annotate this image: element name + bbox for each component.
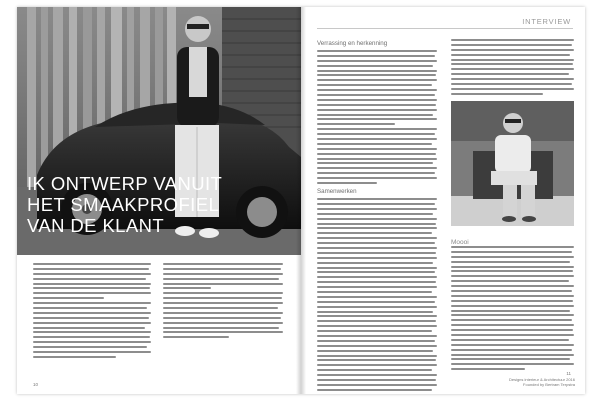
headline: [27, 173, 297, 236]
headline-line-3: VAN DE KLANT: [27, 215, 165, 236]
right-body-column-2-top: [451, 39, 574, 98]
section-label: INTERVIEW: [522, 17, 571, 26]
left-page-number: 10: [33, 382, 39, 387]
left-body-column-2: [163, 263, 283, 341]
headline-line-2: HET SMAAKPROFIEL: [27, 194, 220, 215]
right-body-column-2-bottom: [451, 239, 574, 373]
headline-line-1: IK ONTWERP VANUIT: [27, 173, 223, 194]
seated-portrait-photo: [451, 101, 574, 226]
right-body-column-1: [317, 39, 437, 394]
left-body-column-1: [33, 263, 151, 361]
header-rule: [317, 28, 573, 29]
subhead-moooi: Moooi: [451, 239, 469, 246]
subhead-samenwerken: Samenwerken: [317, 188, 357, 196]
left-page: [17, 7, 301, 394]
magazine-spread: [17, 7, 585, 394]
footer-line-2: Founded by Bertram Terpstra: [523, 382, 575, 387]
right-page-number: 11: [566, 371, 571, 376]
page-footer: [509, 377, 575, 387]
subhead-verrassing: Verrassing en herkenning: [317, 40, 388, 47]
right-page: [301, 7, 585, 394]
footer-line-1: Designs interieur & Architectuur 2016: [508, 377, 575, 382]
